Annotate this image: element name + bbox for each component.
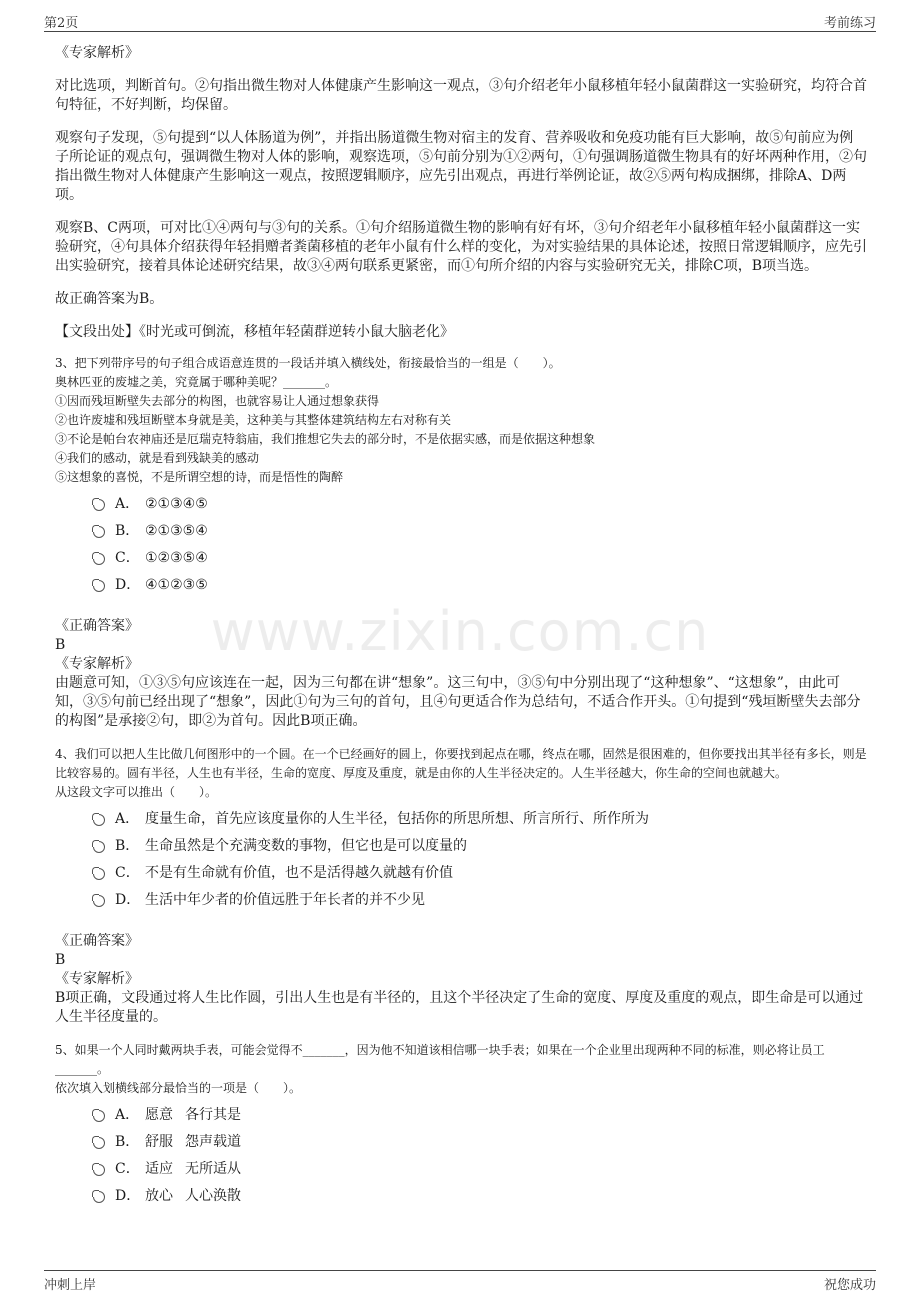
q5-option-a[interactable] (55, 1102, 867, 1129)
option-text: ②①③④⑤ (145, 496, 208, 512)
page-number: 第2页 (44, 16, 79, 31)
option-word-2: 怨声载道 (185, 1134, 241, 1150)
page-footer (44, 1274, 876, 1294)
q5-option-d[interactable] (55, 1183, 867, 1210)
q5-question: 依次填入划横线部分最恰当的一项是（ ）。 (55, 1081, 302, 1095)
option-word-2: 各行其是 (185, 1107, 241, 1123)
option-letter: A． (115, 811, 140, 827)
option-letter: B． (115, 523, 140, 539)
page-content (55, 44, 867, 1210)
option-text: 度量生命，首先应该度量你的人生半径，包括你的所思所想、所言所行、所作所为 (145, 811, 649, 827)
footer-right-text: 祝您成功 (823, 1278, 876, 1293)
radio-icon[interactable] (93, 895, 105, 907)
radio-icon[interactable] (93, 1110, 105, 1122)
q4-analysis: B项正确，文段通过将人生比作圆，引出人生也是有半径的，且这个半径决定了生命的宽度、厚度及重度的观点，即生命是可以通过人生半径度量的。 (55, 990, 864, 1025)
q3-line: 奥林匹亚的废墟之美，究竟属于哪种美呢？_______。 (55, 375, 338, 389)
option-letter: A． (115, 496, 140, 512)
option-word-1: 愿意 (145, 1107, 173, 1123)
q4-option-b[interactable] (55, 833, 867, 860)
q4-answer: B (55, 952, 66, 968)
radio-icon[interactable] (93, 841, 105, 853)
option-text: ②①③⑤④ (145, 523, 208, 539)
q3-answer: B (55, 637, 66, 653)
q4-option-c[interactable] (55, 860, 867, 887)
option-letter: D． (115, 1188, 141, 1204)
option-letter: D． (115, 577, 141, 593)
q4-analysis-label: 《专家解析》 (55, 971, 139, 987)
option-text: ④①②③⑤ (145, 577, 208, 593)
q4-stem: 4、我们可以把人生比做几何图形中的一个圆。在一个已经画好的圆上，你要找到起点在哪，终点在哪，固然是很困难的，但你要找出其半径有多长，则是比较容易的。圆有半径，人生也有半径，生命的宽度、厚度及重度，就是由你的人生半径决定的。人生半径越大，你生命的空间也就越大。 (55, 747, 867, 780)
q3-option-d[interactable] (55, 572, 867, 599)
q3-answer-label: 《正确答案》 (55, 618, 139, 634)
radio-icon[interactable] (93, 1164, 105, 1176)
option-word-2: 人心涣散 (185, 1188, 241, 1204)
q3-line: ③不论是帕台农神庙还是厄瑞克特翁庙，我们推想它失去的部分时，不是依据实感，而是依据这种想象 (55, 432, 596, 446)
q5-option-c[interactable] (55, 1156, 867, 1183)
q4-question: 从这段文字可以推出（ ）。 (55, 785, 218, 799)
option-word-1: 舒服 (145, 1134, 173, 1150)
radio-icon[interactable] (93, 499, 105, 511)
q2-analysis-p2: 观察句子发现，⑤句提到“以人体肠道为例”，并指出肠道微生物对宿主的发育、营养吸收和免疫功能有巨大影响，故⑤句前应为例子所论证的观点句，强调微生物对人体的影响，观察选项，⑤句前分别为①②两句，①句强调肠道微生物具有的好坏两种作用，②句指出微生物对人体健康产生影响这一观点，按照逻辑顺序，应先引出观点，再进行举例论证，故②⑤两句构成捆绑，排除A、D两项。 (55, 130, 867, 203)
q2-analysis-p3: 观察B、C两项，可对比①④两句与③句的关系。①句介绍肠道微生物的影响有好有坏，③句介绍老年小鼠移植年轻小鼠菌群这一实验研究，④句具体介绍获得年轻捐赠者粪菌移植的老年小鼠有什么样的变化，为对实验结果的具体论述，按照日常逻辑顺序，应先引出实验研究，接着具体论述研究结果，故③④两句联系更紧密，而①句所介绍的内容与实验研究无关，排除C项，B项当选。 (55, 220, 867, 274)
radio-icon[interactable] (93, 553, 105, 565)
header-divider (44, 31, 876, 32)
option-text: ①②③⑤④ (145, 550, 208, 566)
q2-analysis-label: 《专家解析》 (55, 45, 139, 61)
q3-line: ①因而残垣断壁失去部分的构图，也就容易让人通过想象获得 (55, 394, 380, 408)
option-letter: C． (115, 1161, 140, 1177)
header-title: 考前练习 (823, 16, 876, 31)
q4-answer-label: 《正确答案》 (55, 933, 139, 949)
footer-left-text: 冲刺上岸 (44, 1278, 97, 1293)
q4-option-a[interactable] (55, 806, 867, 833)
q3-option-a[interactable] (55, 491, 867, 518)
q2-analysis-p4: 故正确答案为B。 (55, 291, 164, 307)
option-letter: C． (115, 550, 140, 566)
option-text: 生活中年少者的价值远胜于年长者的并不少见 (145, 892, 425, 908)
option-text: 生命虽然是个充满变数的事物，但它也是可以度量的 (145, 838, 467, 854)
option-letter: A． (115, 1107, 140, 1123)
q5-option-b[interactable] (55, 1129, 867, 1156)
q3-line: ②也许废墟和残垣断壁本身就是美，这种美与其整体建筑结构左右对称有关 (55, 413, 452, 427)
watermark: www.zixin.com.cn (210, 600, 710, 663)
q3-option-b[interactable] (55, 518, 867, 545)
footer-divider (44, 1270, 876, 1271)
option-letter: C． (115, 865, 140, 881)
option-word-1: 适应 (145, 1161, 173, 1177)
q3-line: ⑤这想象的喜悦，不是所谓空想的诗，而是悟性的陶醉 (55, 470, 344, 484)
radio-icon[interactable] (93, 580, 105, 592)
q2-source: 【文段出处】《时光或可倒流，移植年轻菌群逆转小鼠大脑老化》 (55, 324, 454, 340)
radio-icon[interactable] (93, 868, 105, 880)
q3-analysis-label: 《专家解析》 (55, 656, 139, 672)
option-word-2: 无所适从 (185, 1161, 241, 1177)
q3-analysis: 由题意可知，①③⑤句应该连在一起，因为三句都在讲“想象”。这三句中，③⑤句中分别出现了“这种想象”、“这想象”，由此可知，③⑤句前已经出现了“想象”，因此①句为三句的首句，且④句更适合作为总结句，不适合作开头。①句提到“残垣断壁失去部分的构图”是承接②句，即②为首句。因此B项正确。 (55, 675, 861, 729)
q2-analysis-p1: 对比选项，判断首句。②句指出微生物对人体健康产生影响这一观点，③句介绍老年小鼠移植年轻小鼠菌群这一实验研究，均符合首句特征，不好判断，均保留。 (55, 78, 867, 113)
q4-option-d[interactable] (55, 887, 867, 914)
radio-icon[interactable] (93, 1191, 105, 1203)
radio-icon[interactable] (93, 814, 105, 826)
option-letter: D． (115, 892, 141, 908)
option-letter: B． (115, 1134, 140, 1150)
q3-line: ④我们的感动，就是看到残缺美的感动 (55, 451, 260, 465)
q3-stem: 3、把下列带序号的句子组合成语意连贯的一段话并填入横线处，衔接最恰当的一组是（ ）。 (55, 356, 561, 370)
page-header (44, 12, 876, 32)
q3-option-c[interactable] (55, 545, 867, 572)
option-letter: B． (115, 838, 140, 854)
option-word-1: 放心 (145, 1188, 173, 1204)
q5-stem: 5、如果一个人同时戴两块手表，可能会觉得不_______，因为他不知道该相信哪一块手表；如果在一个企业里出现两种不同的标准，则必将让员工_______。 (55, 1043, 825, 1076)
option-text: 不是有生命就有价值，也不是活得越久就越有价值 (145, 865, 453, 881)
radio-icon[interactable] (93, 1137, 105, 1149)
radio-icon[interactable] (93, 526, 105, 538)
